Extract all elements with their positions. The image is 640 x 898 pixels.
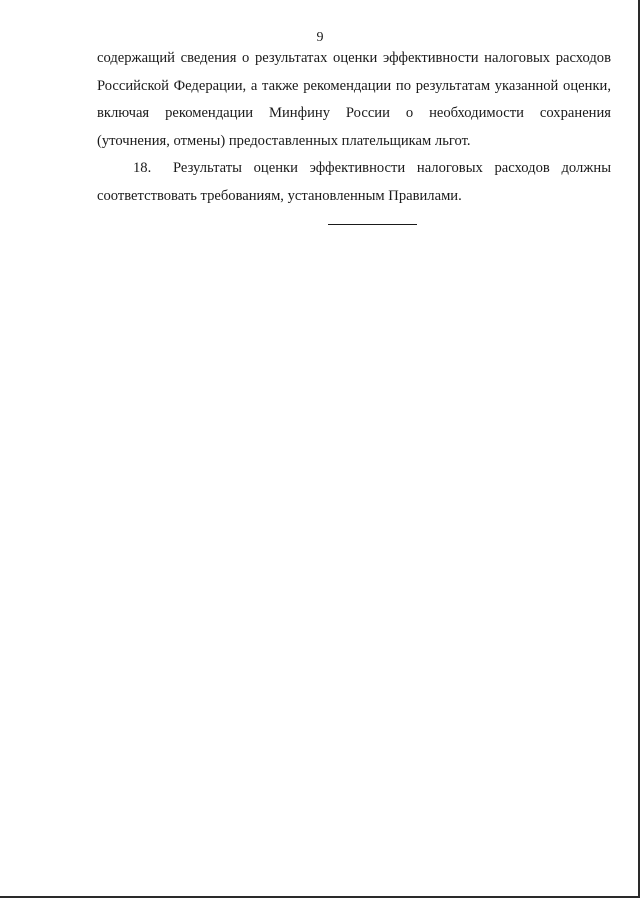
numbered-item-18 (97, 155, 611, 183)
paragraph-line: включая рекомендации Минфину России о необходимости сохранения (97, 105, 611, 121)
paragraph-line: (уточнения, отмены) предоставленных плательщикам льгот. (97, 132, 471, 149)
item-text-line: соответствовать требованиям, установленным Правилами. (97, 187, 462, 204)
paragraph-line: содержащий сведения о результатах оценки эффективности налоговых расходов (97, 50, 611, 66)
page-number: 9 (316, 30, 324, 45)
end-of-document-rule (328, 224, 417, 225)
document-body (97, 45, 611, 210)
paragraph-line: Российской Федерации, а также рекомендации по результатам указанной оценки, (97, 77, 611, 94)
item-text-line: Результаты оценки эффективности налоговых расходов должны (173, 160, 611, 176)
item-number: 18. (133, 160, 152, 176)
